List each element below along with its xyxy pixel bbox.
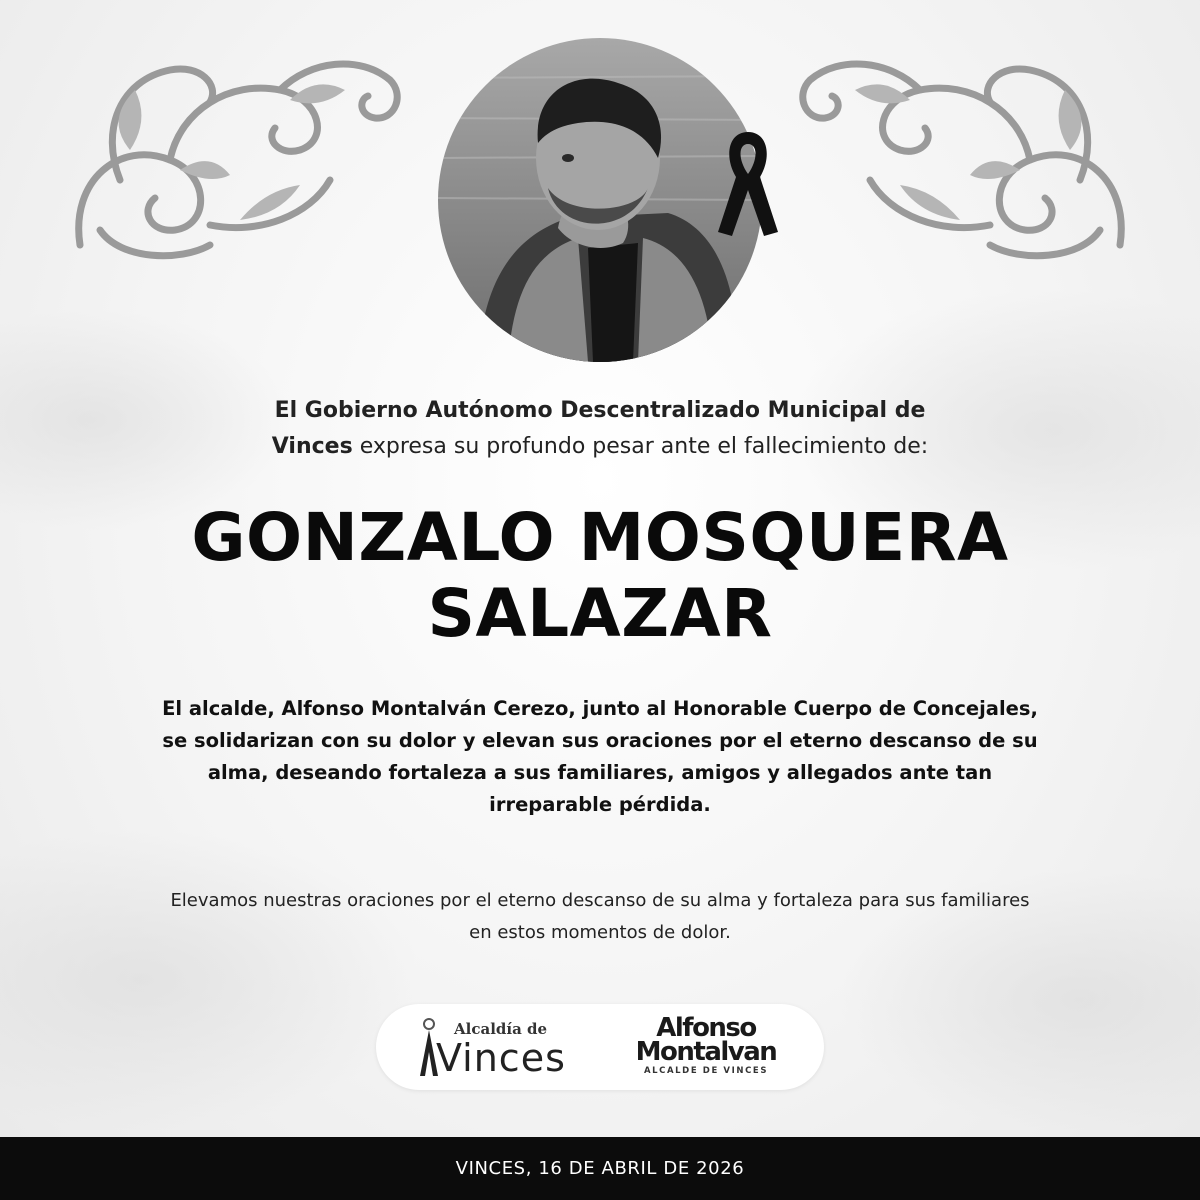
- montalvan-subtitle: ALCALDE DE VINCES: [643, 1066, 769, 1076]
- montalvan-line2: Montalvan: [635, 1037, 777, 1067]
- montalvan-line1: Alfonso: [656, 1013, 756, 1043]
- right-ornament: [790, 30, 1140, 270]
- intro-bold-line: El Gobierno Autónomo Descentralizado Municipal de: [274, 398, 926, 423]
- alcaldia-bottom-text: Vinces: [436, 1036, 566, 1080]
- deceased-name-line1: GONZALO MOSQUERA: [191, 499, 1009, 576]
- alcaldia-vinces-logo: [414, 1014, 594, 1080]
- footer-bar: [0, 1137, 1200, 1200]
- intro-bold-word: Vinces: [271, 434, 353, 459]
- deceased-name-line2: SALAZAR: [427, 575, 773, 652]
- left-ornament: [60, 30, 410, 270]
- alcaldia-top-text: Alcaldía de: [454, 1020, 548, 1038]
- condolence-message: El alcalde, Alfonso Montalván Cerezo, junto al Honorable Cuerpo de Concejales, se solidarizan con su dolor y elevan sus oraciones por el eterno descanso de su alma, deseando fortaleza a sus familiares, amigos y allegados ante tan irreparable pérdida.: [162, 697, 1038, 816]
- mourning-ribbon-icon: [710, 122, 786, 242]
- prayer-text: Elevamos nuestras oraciones por el eterno descanso de su alma y fortaleza para sus familiares en estos momentos de dolor.: [170, 890, 1030, 943]
- deceased-name: [100, 500, 1100, 652]
- intro-text: [180, 393, 1020, 465]
- intro-rest: expresa su profundo pesar ante el fallecimiento de:: [359, 434, 929, 459]
- logos-panel: [376, 1004, 824, 1090]
- footer-date: VINCES, 16 DE ABRIL DE 2026: [455, 1158, 745, 1179]
- montalvan-logo: [620, 1013, 792, 1080]
